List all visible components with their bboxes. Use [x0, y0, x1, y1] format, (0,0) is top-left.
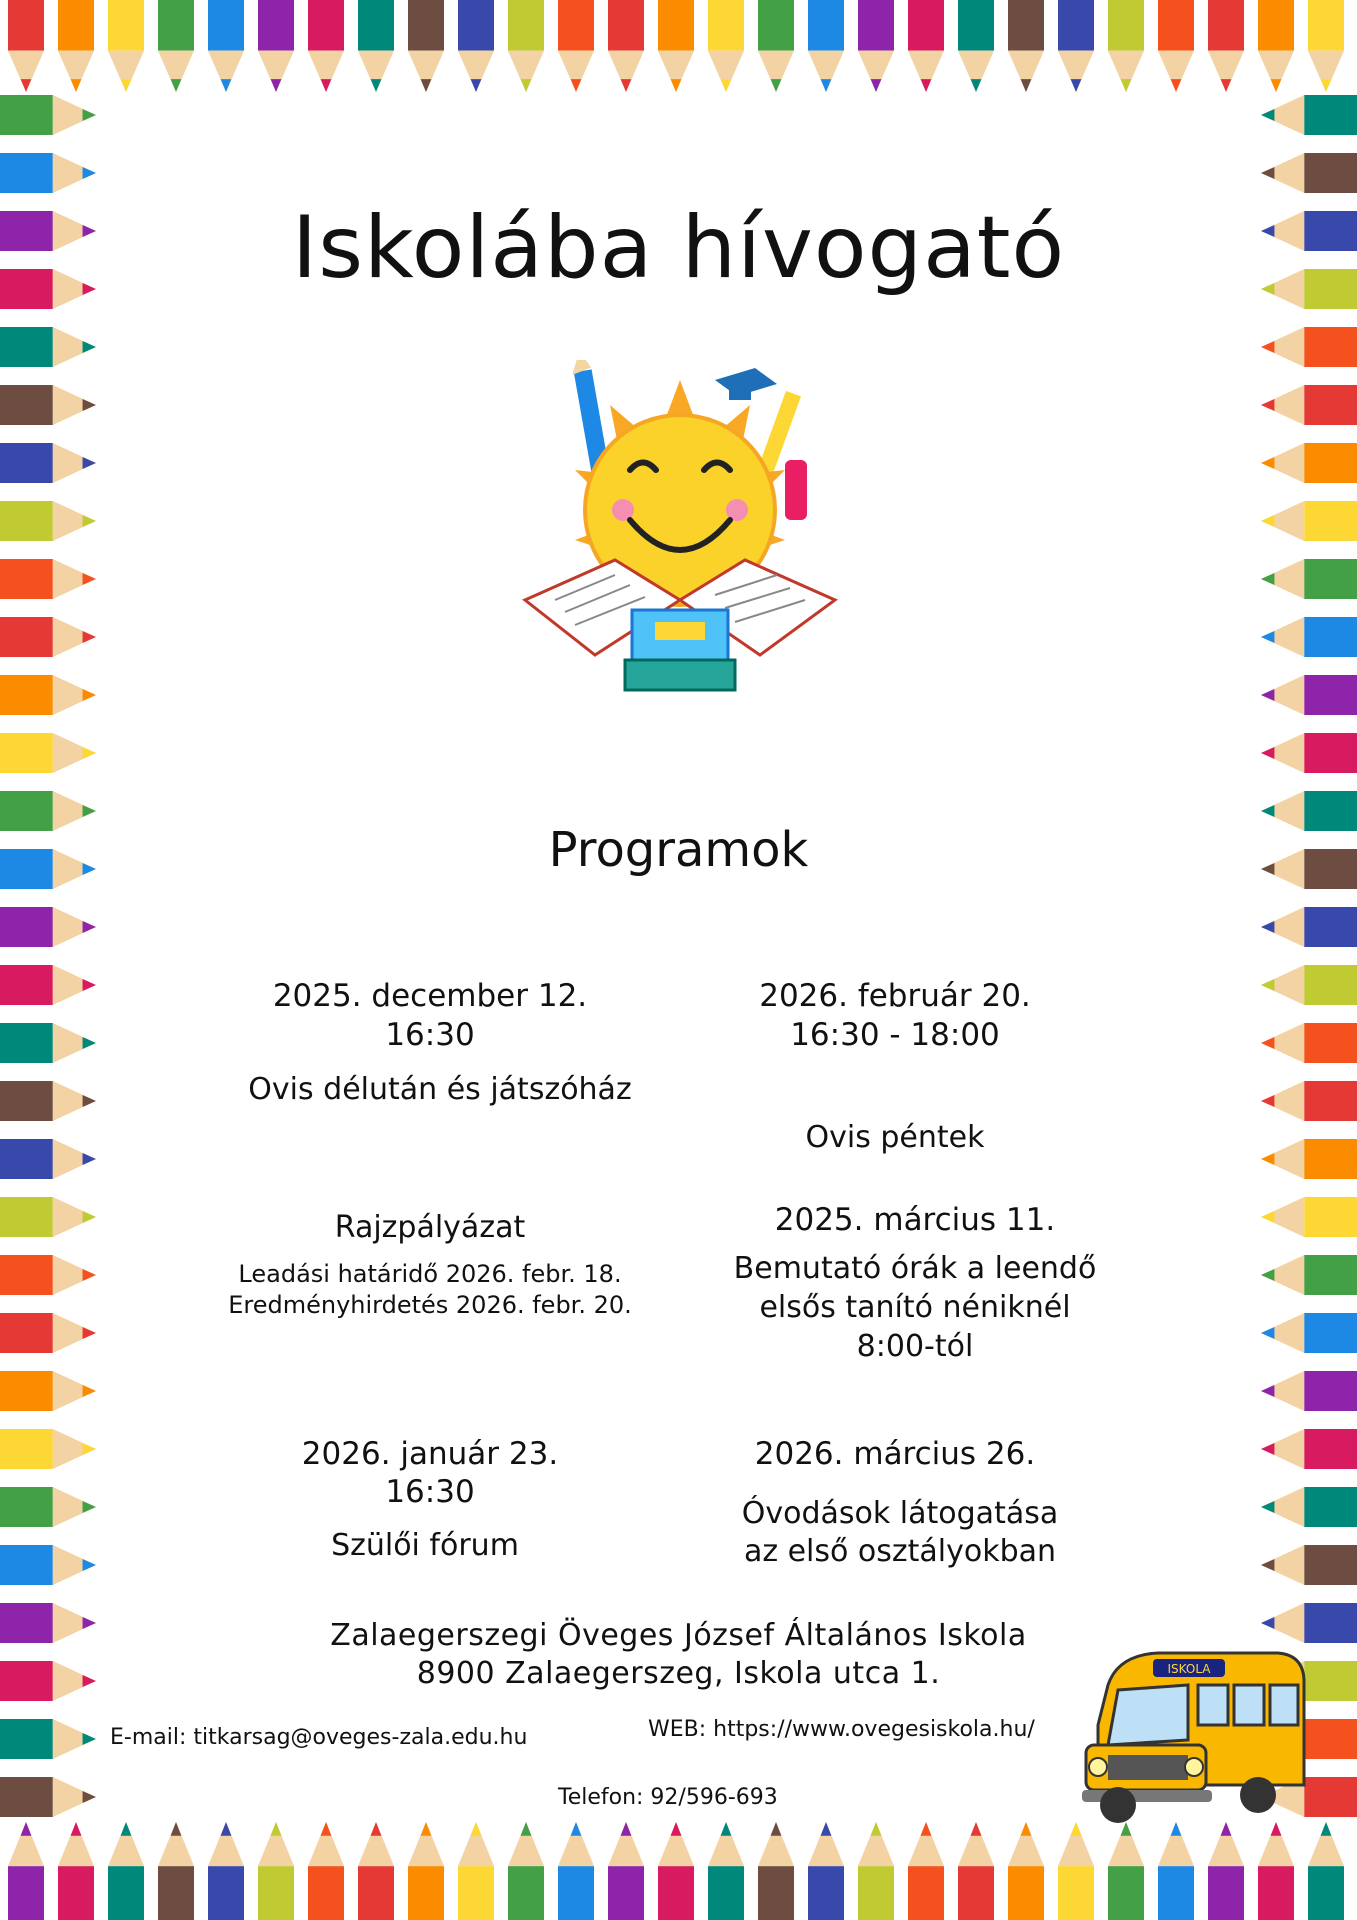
pencil-top-7 [358, 0, 394, 92]
pencil-right-5 [1261, 385, 1357, 425]
pencil-bottom-21 [1058, 1822, 1094, 1920]
pencil-bottom-14 [708, 1822, 744, 1920]
pencil-bottom-12 [608, 1822, 644, 1920]
pencil-bottom-20 [1008, 1822, 1044, 1920]
program-5-date: 2026. január 23. [301, 1436, 559, 1472]
pencil-border-right [1261, 95, 1357, 1817]
pencil-right-17 [1261, 1081, 1357, 1121]
program-1-date: 2025. december 12. [272, 978, 588, 1014]
pencil-right-1 [1261, 153, 1357, 193]
pencil-top-9 [458, 0, 494, 92]
pencil-top-26 [1308, 0, 1344, 92]
pencil-top-5 [258, 0, 294, 92]
pencil-bottom-11 [558, 1822, 594, 1920]
web-link[interactable]: WEB: https://www.ovegesiskola.hu/ [648, 1717, 1035, 1742]
school-address: 8900 Zalaegerszeg, Iskola utca 1. [416, 1656, 941, 1691]
pencil-top-1 [58, 0, 94, 92]
pencil-left-16 [0, 1023, 96, 1063]
program-6-line2: az első osztályokban [743, 1534, 1057, 1569]
pencil-left-5 [0, 385, 96, 425]
program-4-line2: elsős tanító néniknél [759, 1290, 1071, 1325]
pencil-top-20 [1008, 0, 1044, 92]
pencil-right-25 [1261, 1545, 1357, 1585]
pencil-bottom-18 [908, 1822, 944, 1920]
pencil-right-23 [1261, 1429, 1357, 1469]
phone-number: Telefon: 92/596-693 [558, 1785, 778, 1810]
pencil-bottom-4 [208, 1822, 244, 1920]
pencil-right-8 [1261, 559, 1357, 599]
pencil-bottom-15 [758, 1822, 794, 1920]
pencil-bottom-23 [1158, 1822, 1194, 1920]
pencil-bottom-1 [58, 1822, 94, 1920]
pencil-left-24 [0, 1487, 96, 1527]
program-5-description: Szülői fórum [331, 1528, 519, 1563]
programs-heading: Programok [548, 822, 809, 878]
pencil-right-0 [1261, 95, 1357, 135]
page-title: Iskolába hívogató [291, 198, 1066, 298]
pencil-right-18 [1261, 1139, 1357, 1179]
pencil-border-top [8, 0, 1344, 92]
pencil-bottom-25 [1258, 1822, 1294, 1920]
pencil-bottom-19 [958, 1822, 994, 1920]
pencil-top-14 [708, 0, 744, 92]
pencil-left-29 [0, 1777, 96, 1817]
pencil-right-6 [1261, 443, 1357, 483]
pencil-bottom-7 [358, 1822, 394, 1920]
pencil-left-21 [0, 1313, 96, 1353]
pencil-top-24 [1208, 0, 1244, 92]
pencil-left-7 [0, 501, 96, 541]
pencil-top-2 [108, 0, 144, 92]
pencil-left-18 [0, 1139, 96, 1179]
pencil-top-18 [908, 0, 944, 92]
bus-sign: ISKOLA [1167, 1662, 1211, 1676]
pencil-top-17 [858, 0, 894, 92]
program-2-date: 2026. február 20. [759, 978, 1031, 1014]
pencil-top-6 [308, 0, 344, 92]
pencil-border-left [0, 95, 96, 1817]
pencil-bottom-2 [108, 1822, 144, 1920]
pencil-bottom-5 [258, 1822, 294, 1920]
pencil-left-19 [0, 1197, 96, 1237]
pencil-bottom-8 [408, 1822, 444, 1920]
pencil-bottom-6 [308, 1822, 344, 1920]
pencil-left-1 [0, 153, 96, 193]
pencil-top-12 [608, 0, 644, 92]
pencil-left-14 [0, 907, 96, 947]
school-bus-icon [1078, 1645, 1310, 1825]
pencil-right-20 [1261, 1255, 1357, 1295]
pencil-left-10 [0, 675, 96, 715]
pencil-right-11 [1261, 733, 1357, 773]
pencil-top-11 [558, 0, 594, 92]
pencil-bottom-22 [1108, 1822, 1144, 1920]
pencil-left-17 [0, 1081, 96, 1121]
program-4-date: 2025. március 11. [774, 1202, 1056, 1238]
program-1-time: 16:30 [385, 1017, 475, 1053]
program-5-time: 16:30 [385, 1474, 475, 1510]
pencil-left-0 [0, 95, 96, 135]
pencil-left-20 [0, 1255, 96, 1295]
pencil-top-23 [1158, 0, 1194, 92]
pencil-left-9 [0, 617, 96, 657]
pencil-right-24 [1261, 1487, 1357, 1527]
pencil-top-10 [508, 0, 544, 92]
pencil-left-23 [0, 1429, 96, 1469]
pencil-border-bottom [8, 1822, 1344, 1920]
school-name: Zalaegerszegi Öveges József Általános Iskola [330, 1618, 1027, 1653]
pencil-left-4 [0, 327, 96, 367]
pencil-left-8 [0, 559, 96, 599]
pencil-right-22 [1261, 1371, 1357, 1411]
pencil-top-16 [808, 0, 844, 92]
pencil-bottom-26 [1308, 1822, 1344, 1920]
pencil-right-7 [1261, 501, 1357, 541]
program-3-title: Rajzpályázat [334, 1210, 526, 1245]
pencil-right-19 [1261, 1197, 1357, 1237]
smiling-sun-with-books-icon [515, 360, 845, 730]
pencil-right-15 [1261, 965, 1357, 1005]
pencil-top-13 [658, 0, 694, 92]
pencil-right-14 [1261, 907, 1357, 947]
pencil-top-15 [758, 0, 794, 92]
program-1-description: Ovis délután és játszóház [248, 1072, 632, 1107]
pencil-left-11 [0, 733, 96, 773]
email-link[interactable]: E-mail: titkarsag@oveges-zala.edu.hu [110, 1725, 528, 1750]
pencil-left-22 [0, 1371, 96, 1411]
program-3-results: Eredményhirdetés 2026. febr. 20. [228, 1291, 632, 1319]
pencil-left-28 [0, 1719, 96, 1759]
program-4-line1: Bemutató órák a leendő [733, 1251, 1097, 1286]
pencil-top-8 [408, 0, 444, 92]
pencil-bottom-3 [158, 1822, 194, 1920]
pencil-top-19 [958, 0, 994, 92]
pencil-bottom-16 [808, 1822, 844, 1920]
pencil-top-4 [208, 0, 244, 92]
pencil-bottom-9 [458, 1822, 494, 1920]
program-2-description: Ovis péntek [805, 1120, 985, 1155]
pencil-top-25 [1258, 0, 1294, 92]
pencil-left-25 [0, 1545, 96, 1585]
pencil-bottom-17 [858, 1822, 894, 1920]
pencil-right-4 [1261, 327, 1357, 367]
program-6-date: 2026. március 26. [754, 1436, 1036, 1472]
program-2-time: 16:30 - 18:00 [790, 1017, 1000, 1053]
pencil-right-21 [1261, 1313, 1357, 1353]
pencil-right-9 [1261, 617, 1357, 657]
pencil-right-10 [1261, 675, 1357, 715]
pencil-top-3 [158, 0, 194, 92]
pencil-bottom-0 [8, 1822, 44, 1920]
pencil-left-15 [0, 965, 96, 1005]
pencil-left-6 [0, 443, 96, 483]
program-3-deadline: Leadási határidő 2026. febr. 18. [238, 1260, 622, 1288]
pencil-top-21 [1058, 0, 1094, 92]
pencil-bottom-13 [658, 1822, 694, 1920]
pencil-bottom-24 [1208, 1822, 1244, 1920]
pencil-right-16 [1261, 1023, 1357, 1063]
program-4-line3: 8:00-tól [856, 1329, 974, 1364]
pencil-top-0 [8, 0, 44, 92]
pencil-bottom-10 [508, 1822, 544, 1920]
pencil-top-22 [1108, 0, 1144, 92]
program-6-line1: Óvodások látogatása [741, 1496, 1059, 1531]
